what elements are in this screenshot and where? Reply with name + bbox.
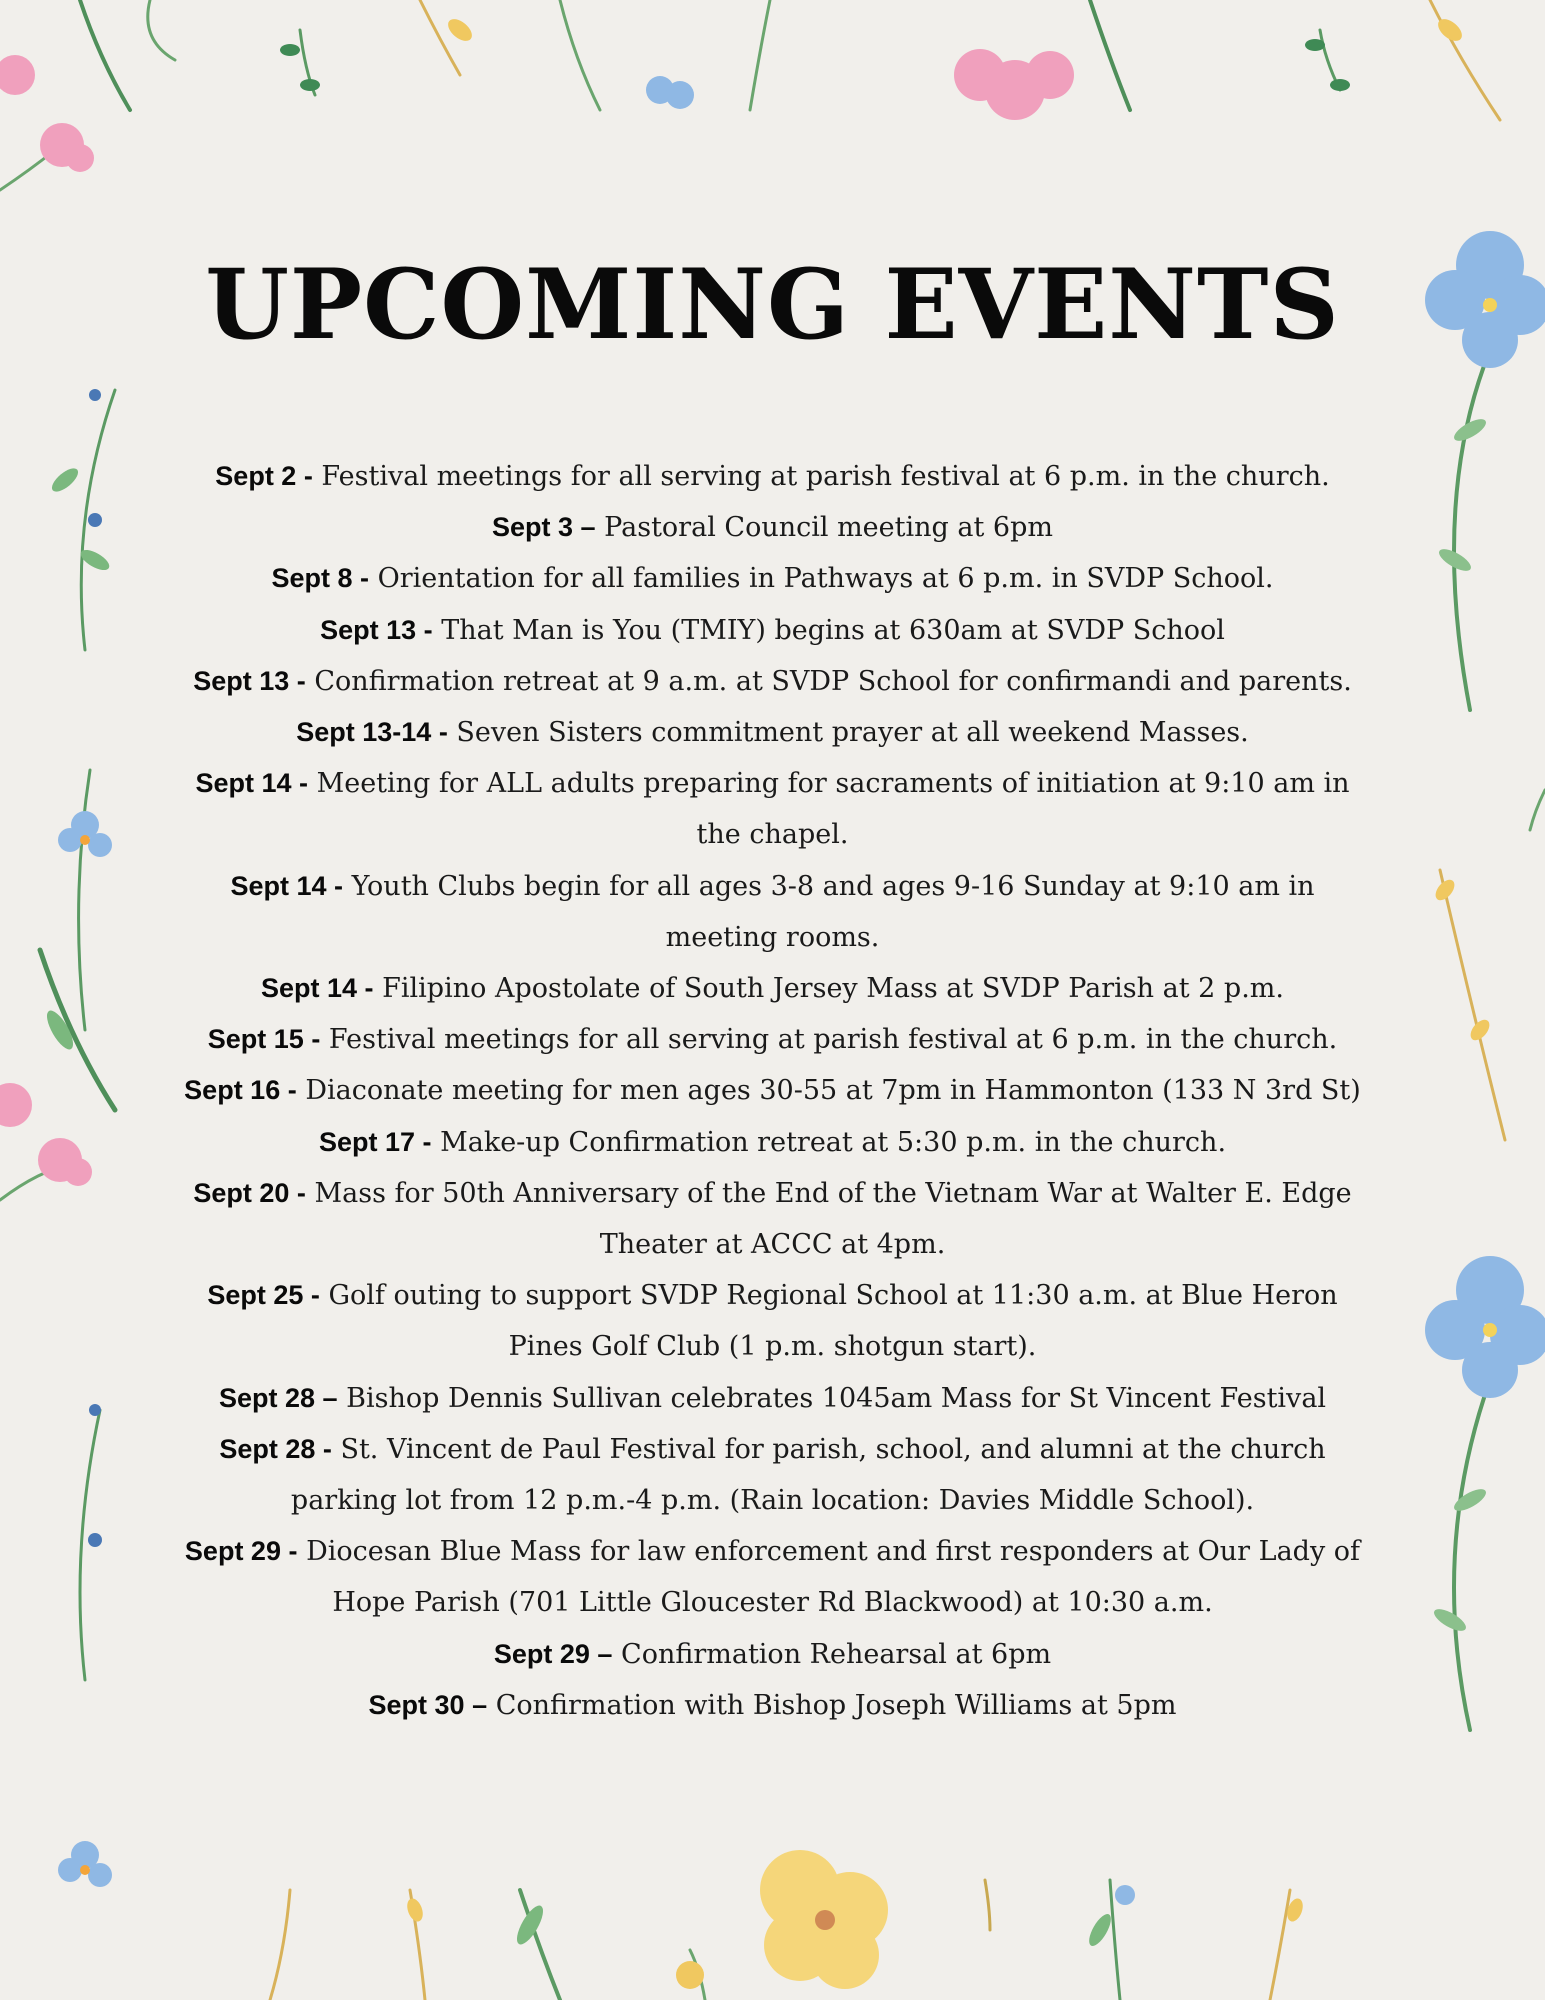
page-title: UPCOMING EVENTS xyxy=(205,248,1340,361)
event-item xyxy=(180,656,1365,707)
event-item xyxy=(180,451,1365,502)
event-item xyxy=(180,1065,1365,1116)
event-date: Sept 2 - xyxy=(215,461,313,491)
event-date: Sept 3 – xyxy=(492,512,596,543)
event-item xyxy=(180,553,1365,604)
event-description: St. Vincent de Paul Festival for parish, school, and alumni at the church parking lot from 12 p.m.-4 p.m. (Rain location: Davies Middle School). xyxy=(290,1433,1326,1517)
event-date: Sept 30 – xyxy=(368,1689,488,1720)
event-item xyxy=(180,963,1365,1014)
event-date: Sept 17 - xyxy=(318,1126,432,1157)
event-date: Sept 16 - xyxy=(184,1075,297,1106)
event-date: Sept 29 – xyxy=(493,1638,613,1669)
event-description: Pastoral Council meeting at 6pm xyxy=(604,512,1053,544)
event-date: Sept 13-14 - xyxy=(296,717,448,748)
event-item xyxy=(180,1526,1365,1628)
event-date: Sept 14 - xyxy=(195,768,308,799)
event-date: Sept 15 - xyxy=(207,1024,321,1055)
event-description: Meeting for ALL adults preparing for sacraments of initiation at 9:10 am in the chapel. xyxy=(316,768,1350,851)
event-description: Diaconate meeting for men ages 30-55 at 7pm in Hammonton (133 N 3rd St) xyxy=(305,1075,1361,1107)
event-description: Orientation for all families in Pathways at 6 p.m. in SVDP School. xyxy=(377,563,1274,595)
event-date: Sept 14 - xyxy=(230,870,343,901)
event-description: Youth Clubs begin for all ages 3-8 and ages 9-16 Sunday at 9:10 am in meeting rooms. xyxy=(351,870,1315,953)
event-description: Confirmation retreat at 9 a.m. at SVDP School for confirmandi and parents. xyxy=(314,665,1352,697)
event-date: Sept 25 - xyxy=(207,1280,320,1311)
event-date: Sept 8 - xyxy=(271,563,370,594)
event-description: Golf outing to support SVDP Regional School at 11:30 a.m. at Blue Heron Pines Golf Club (1 p.m. shotgun start). xyxy=(328,1280,1338,1363)
event-description: Seven Sisters commitment prayer at all weekend Masses. xyxy=(456,717,1249,749)
event-item xyxy=(180,758,1365,860)
event-item xyxy=(180,707,1365,758)
event-item xyxy=(180,1629,1365,1680)
event-description: That Man is You (TMIY) begins at 630am at SVDP School xyxy=(441,614,1225,646)
event-item xyxy=(180,1424,1365,1526)
event-description: Make-up Confirmation retreat at 5:30 p.m. in the church. xyxy=(440,1126,1227,1158)
event-item xyxy=(180,1117,1365,1168)
event-item xyxy=(180,1014,1365,1065)
event-date: Sept 28 – xyxy=(218,1382,338,1413)
event-item xyxy=(180,1680,1365,1731)
event-item xyxy=(180,1373,1365,1424)
event-date: Sept 20 - xyxy=(193,1177,306,1208)
event-description: Mass for 50th Anniversary of the End of the Vietnam War at Walter E. Edge Theater at ACCC at 4pm. xyxy=(314,1177,1352,1261)
event-description: Festival meetings for all serving at parish festival at 6 p.m. in the church. xyxy=(328,1024,1338,1056)
events-list xyxy=(180,451,1365,1731)
event-item xyxy=(180,1270,1365,1372)
event-description: Diocesan Blue Mass for law enforcement and first responders at Our Lady of Hope Parish (701 Little Gloucester Rd Blackwood) at 10:30 a.m. xyxy=(306,1536,1361,1619)
event-description: Festival meetings for all serving at parish festival at 6 p.m. in the church. xyxy=(321,461,1330,492)
event-description: Filipino Apostolate of South Jersey Mass at SVDP Parish at 2 p.m. xyxy=(382,973,1284,1005)
event-description: Bishop Dennis Sullivan celebrates 1045am Mass for St Vincent Festival xyxy=(346,1382,1327,1414)
event-date: Sept 14 - xyxy=(261,973,374,1004)
event-item xyxy=(180,861,1365,963)
event-date: Sept 13 - xyxy=(320,614,433,645)
event-description: Confirmation with Bishop Joseph Williams at 5pm xyxy=(495,1689,1177,1721)
event-description: Confirmation Rehearsal at 6pm xyxy=(621,1638,1052,1670)
event-date: Sept 13 - xyxy=(193,665,306,696)
event-date: Sept 29 - xyxy=(184,1536,298,1567)
event-item xyxy=(180,502,1365,553)
event-item xyxy=(180,1168,1365,1270)
event-date: Sept 28 - xyxy=(219,1433,332,1464)
event-item xyxy=(180,605,1365,656)
